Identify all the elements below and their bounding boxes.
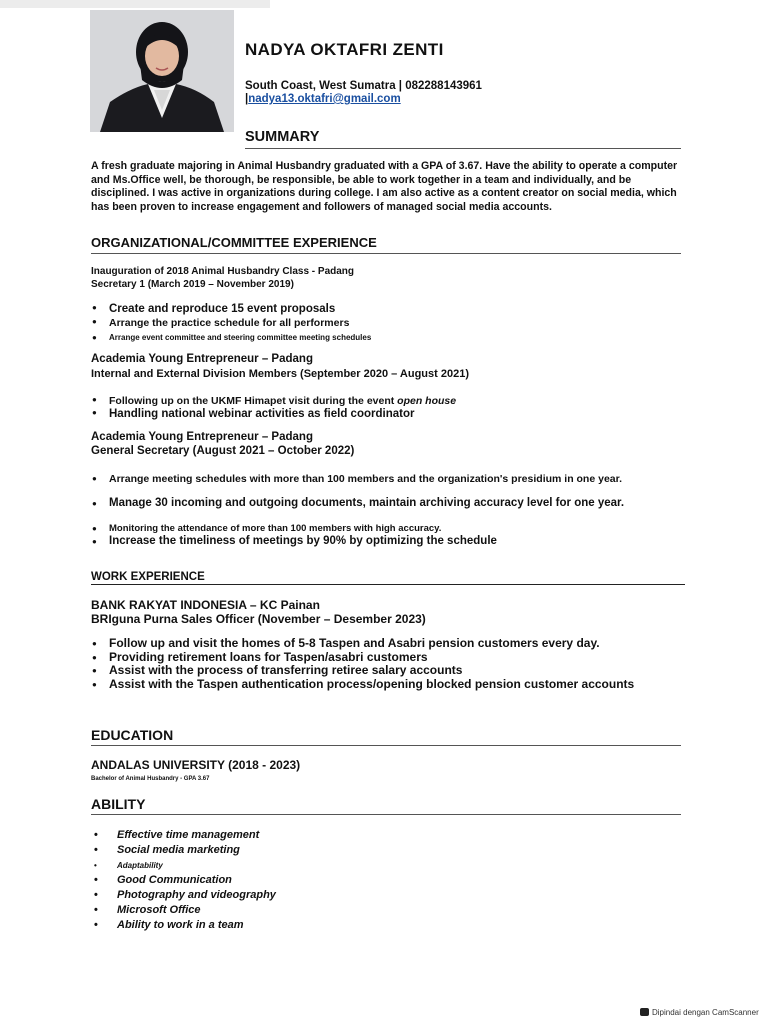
list-item: ● Monitoring the attendance of more than 100 members with high accuracy.	[91, 523, 651, 535]
scan-top-band	[0, 0, 270, 8]
list-item: ● Arrange meeting schedules with more than 100 members and the organization's presidium in one year.	[91, 473, 651, 497]
scanner-watermark-text: Dipindai dengan CamScanner	[652, 1008, 759, 1017]
email-line	[245, 93, 482, 106]
person-photo-icon	[90, 10, 234, 132]
org-heading: ORGANIZATIONAL/COMMITTEE EXPERIENCE	[91, 235, 377, 250]
org-entry-3-role: General Secretary (August 2021 – October 2022)	[91, 445, 355, 457]
list-item: • Good Communication	[91, 873, 276, 888]
list-item: ● Arrange event committee and steering committee meeting schedules	[91, 331, 371, 345]
profile-photo	[90, 10, 234, 132]
org-entry-1-role: Secretary 1 (March 2019 – November 2019)	[91, 279, 294, 290]
ability-divider	[91, 814, 681, 815]
org-entry-3-title: Academia Young Entrepreneur – Padang	[91, 431, 313, 443]
list-item: ● Create and reproduce 15 event proposals	[91, 303, 371, 317]
list-item: ● Arrange the practice schedule for all performers	[91, 317, 371, 331]
list-item: • Social media marketing	[91, 843, 276, 858]
summary-heading: SUMMARY	[245, 129, 320, 145]
list-item: • Microsoft Office	[91, 903, 276, 918]
list-item: • Ability to work in a team	[91, 918, 276, 933]
list-item: ● Providing retirement loans for Taspen/asabri customers	[91, 651, 685, 665]
org-entry-1-bullets	[91, 303, 371, 345]
work-company: BANK RAKYAT INDONESIA – KC Painan	[91, 598, 320, 612]
contact-block	[245, 80, 482, 106]
list-item: • Effective time management	[91, 828, 276, 843]
list-item: ● Increase the timeliness of meetings by 90% by optimizing the schedule	[91, 535, 651, 548]
summary-divider	[245, 148, 681, 149]
org-divider	[91, 253, 681, 254]
camscanner-icon	[640, 1008, 649, 1016]
candidate-name: NADYA OKTAFRI ZENTI	[245, 40, 444, 59]
education-degree: Bachelor of Animal Husbandry - GPA 3.67	[91, 776, 210, 782]
list-item: • Photography and videography	[91, 888, 276, 903]
work-role: BRIguna Purna Sales Officer (November – Desember 2023)	[91, 612, 426, 626]
scanner-watermark	[640, 1008, 759, 1017]
org-entry-3-bullets	[91, 473, 651, 548]
list-item: • Adaptability	[91, 858, 276, 873]
education-heading: EDUCATION	[91, 727, 174, 743]
org-entry-2-bullets	[91, 395, 456, 422]
ability-list	[91, 828, 276, 933]
ability-heading: ABILITY	[91, 796, 146, 812]
bullet-text: Following up on the UKMF Himapet visit during the event	[109, 395, 398, 407]
org-entry-2-role: Internal and External Division Members (September 2020 – August 2021)	[91, 368, 469, 380]
summary-text: A fresh graduate majoring in Animal Husbandry graduated with a GPA of 3.67. Have the ability to operate a computer and Ms.Office well, be thorough, be responsible, be able to work together in a team and individually, and be disciplined. I was active in organizations during college. I am also active as a content creator on social media, which has been proven to increase engagement and followers of managed social media accounts.	[91, 160, 678, 213]
list-item: ● Assist with the Taspen authentication process/opening blocked pension customer accounts	[91, 678, 669, 692]
work-divider	[91, 584, 685, 585]
list-item: ● Assist with the process of transferring retiree salary accounts	[91, 664, 685, 678]
work-heading: WORK EXPERIENCE	[91, 571, 205, 583]
work-bullets	[91, 637, 685, 691]
org-entry-2-title: Academia Young Entrepreneur – Padang	[91, 353, 313, 365]
email-prefix: |	[245, 93, 249, 105]
bullet-emphasis: open house	[397, 395, 457, 407]
list-item: ● Handling national webinar activities as field coordinator	[91, 408, 456, 422]
org-entry-1-title: Inauguration of 2018 Animal Husbandry Class - Padang	[91, 266, 355, 277]
list-item: ● Manage 30 incoming and outgoing documents, maintain archiving accuracy level for one year.	[91, 497, 651, 523]
education-divider	[91, 745, 681, 746]
list-item: ● Follow up and visit the homes of 5-8 Taspen and Asabri pension customers every day.	[91, 637, 685, 651]
address-phone: South Coast, West Sumatra | 082288143961	[245, 80, 482, 92]
list-item	[91, 395, 456, 408]
email-link[interactable]: nadya13.oktafri@gmail.com	[248, 93, 401, 105]
education-school: ANDALAS UNIVERSITY (2018 - 2023)	[91, 758, 301, 772]
